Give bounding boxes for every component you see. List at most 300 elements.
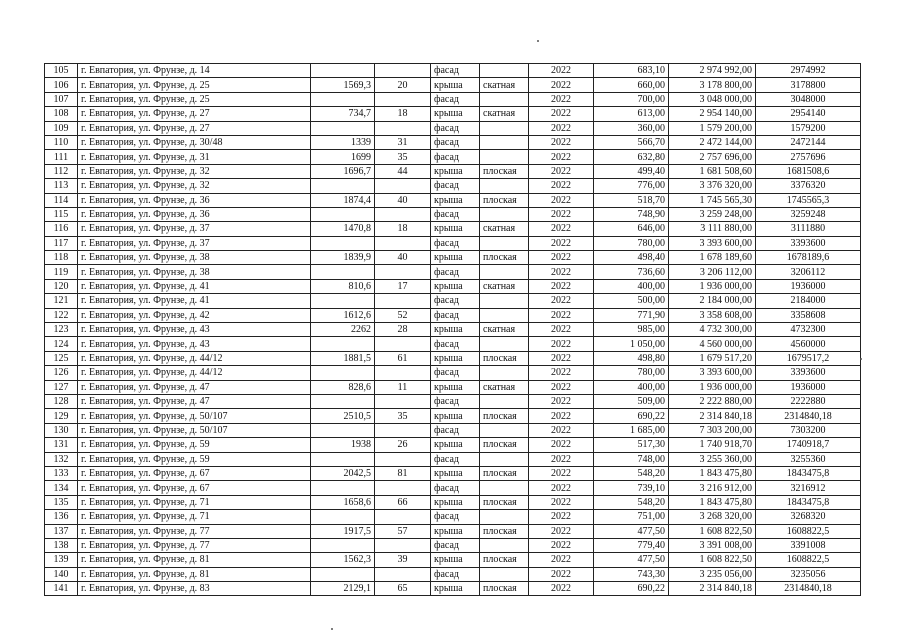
cost-cell: 2 757 696,00 [669,150,756,164]
area-cell [311,236,375,250]
floors-cell: 52 [375,308,431,322]
table-row [45,279,861,293]
roof-type-cell: скатная [480,78,529,92]
unit-price-cell: 751,00 [594,510,669,524]
row-number: 112 [45,164,78,178]
floors-cell: 35 [375,150,431,164]
unit-price-cell: 690,22 [594,409,669,423]
cost-cell: 1 936 000,00 [669,279,756,293]
unit-price-cell: 690,22 [594,582,669,596]
work-kind-cell: крыша [431,351,480,365]
work-kind-cell: крыша [431,323,480,337]
registry-body [45,64,861,596]
roof-type-cell [480,366,529,380]
row-number: 109 [45,121,78,135]
total-cell: 2974992 [756,64,861,78]
work-kind-cell: фасад [431,135,480,149]
address-cell: г. Евпатория, ул. Фрунзе, д. 67 [78,481,311,495]
floors-cell [375,121,431,135]
floors-cell [375,179,431,193]
address-cell: г. Евпатория, ул. Фрунзе, д. 30/48 [78,135,311,149]
row-number: 132 [45,452,78,466]
floors-cell: 28 [375,323,431,337]
total-cell: 2222880 [756,394,861,408]
work-kind-cell: крыша [431,524,480,538]
cost-cell: 3 358 608,00 [669,308,756,322]
year-cell: 2022 [529,409,594,423]
row-number: 130 [45,423,78,437]
row-number: 139 [45,553,78,567]
total-cell: 3393600 [756,366,861,380]
year-cell: 2022 [529,567,594,581]
total-cell: 1679517,2 [756,351,861,365]
scan-speck [860,358,862,360]
address-cell: г. Евпатория, ул. Фрунзе, д. 42 [78,308,311,322]
roof-type-cell [480,64,529,78]
table-row [45,107,861,121]
total-cell: 3206112 [756,265,861,279]
row-number: 108 [45,107,78,121]
address-cell: г. Евпатория, ул. Фрунзе, д. 59 [78,452,311,466]
area-cell: 1612,6 [311,308,375,322]
address-cell: г. Евпатория, ул. Фрунзе, д. 14 [78,64,311,78]
row-number: 114 [45,193,78,207]
roof-type-cell [480,337,529,351]
area-cell [311,538,375,552]
year-cell: 2022 [529,107,594,121]
address-cell: г. Евпатория, ул. Фрунзе, д. 71 [78,510,311,524]
row-number: 110 [45,135,78,149]
work-kind-cell: крыша [431,222,480,236]
cost-cell: 3 206 112,00 [669,265,756,279]
work-kind-cell: фасад [431,452,480,466]
total-cell: 2472144 [756,135,861,149]
unit-price-cell: 739,10 [594,481,669,495]
area-cell: 1874,4 [311,193,375,207]
unit-price-cell: 477,50 [594,553,669,567]
area-cell: 1938 [311,438,375,452]
work-kind-cell: крыша [431,380,480,394]
area-cell: 810,6 [311,279,375,293]
address-cell: г. Евпатория, ул. Фрунзе, д. 32 [78,164,311,178]
total-cell: 3376320 [756,179,861,193]
total-cell: 1745565,3 [756,193,861,207]
unit-price-cell: 632,80 [594,150,669,164]
cost-cell: 1 740 918,70 [669,438,756,452]
row-number: 105 [45,64,78,78]
roof-type-cell [480,308,529,322]
address-cell: г. Евпатория, ул. Фрунзе, д. 50/107 [78,423,311,437]
work-kind-cell: крыша [431,466,480,480]
cost-cell: 3 216 912,00 [669,481,756,495]
cost-cell: 4 732 300,00 [669,323,756,337]
work-kind-cell: крыша [431,409,480,423]
table-row [45,466,861,480]
row-number: 106 [45,78,78,92]
roof-type-cell [480,481,529,495]
table-row [45,207,861,221]
address-cell: г. Евпатория, ул. Фрунзе, д. 81 [78,553,311,567]
unit-price-cell: 683,10 [594,64,669,78]
address-cell: г. Евпатория, ул. Фрунзе, д. 25 [78,92,311,106]
roof-type-cell [480,92,529,106]
year-cell: 2022 [529,121,594,135]
unit-price-cell: 400,00 [594,380,669,394]
address-cell: г. Евпатория, ул. Фрунзе, д. 37 [78,236,311,250]
scan-speck [331,628,333,630]
floors-cell [375,366,431,380]
address-cell: г. Евпатория, ул. Фрунзе, д. 47 [78,394,311,408]
cost-cell: 3 255 360,00 [669,452,756,466]
unit-price-cell: 748,90 [594,207,669,221]
row-number: 136 [45,510,78,524]
address-cell: г. Евпатория, ул. Фрунзе, д. 44/12 [78,366,311,380]
roof-type-cell: плоская [480,495,529,509]
row-number: 133 [45,466,78,480]
year-cell: 2022 [529,294,594,308]
unit-price-cell: 660,00 [594,78,669,92]
area-cell: 1917,5 [311,524,375,538]
cost-cell: 2 314 840,18 [669,409,756,423]
floors-cell [375,92,431,106]
cost-cell: 2 954 140,00 [669,107,756,121]
cost-cell: 1 843 475,80 [669,495,756,509]
cost-cell: 3 376 320,00 [669,179,756,193]
total-cell: 3393600 [756,236,861,250]
year-cell: 2022 [529,222,594,236]
table-row [45,481,861,495]
total-cell: 3235056 [756,567,861,581]
row-number: 119 [45,265,78,279]
total-cell: 2314840,18 [756,582,861,596]
cost-cell: 1 681 508,60 [669,164,756,178]
floors-cell [375,510,431,524]
work-kind-cell: фасад [431,150,480,164]
roof-type-cell: скатная [480,380,529,394]
row-number: 140 [45,567,78,581]
work-kind-cell: фасад [431,92,480,106]
row-number: 122 [45,308,78,322]
unit-price-cell: 518,70 [594,193,669,207]
floors-cell [375,567,431,581]
address-cell: г. Евпатория, ул. Фрунзе, д. 71 [78,495,311,509]
cost-cell: 1 745 565,30 [669,193,756,207]
floors-cell [375,64,431,78]
year-cell: 2022 [529,164,594,178]
year-cell: 2022 [529,193,594,207]
area-cell [311,481,375,495]
row-number: 128 [45,394,78,408]
scan-speck [537,40,539,42]
table-row [45,164,861,178]
unit-price-cell: 477,50 [594,524,669,538]
cost-cell: 3 111 880,00 [669,222,756,236]
cost-cell: 1 678 189,60 [669,251,756,265]
work-kind-cell: крыша [431,164,480,178]
roof-type-cell: скатная [480,107,529,121]
roof-type-cell [480,135,529,149]
address-cell: г. Евпатория, ул. Фрунзе, д. 31 [78,150,311,164]
total-cell: 1608822,5 [756,524,861,538]
row-number: 111 [45,150,78,164]
roof-type-cell [480,294,529,308]
table-row [45,409,861,423]
area-cell: 1562,3 [311,553,375,567]
floors-cell [375,394,431,408]
address-cell: г. Евпатория, ул. Фрунзе, д. 38 [78,251,311,265]
year-cell: 2022 [529,438,594,452]
address-cell: г. Евпатория, ул. Фрунзе, д. 59 [78,438,311,452]
area-cell [311,265,375,279]
cost-cell: 1 608 822,50 [669,553,756,567]
year-cell: 2022 [529,251,594,265]
unit-price-cell: 500,00 [594,294,669,308]
total-cell: 3358608 [756,308,861,322]
floors-cell [375,423,431,437]
floors-cell: 18 [375,107,431,121]
year-cell: 2022 [529,466,594,480]
table-row [45,567,861,581]
unit-price-cell: 1 050,00 [594,337,669,351]
roof-type-cell [480,150,529,164]
work-kind-cell: крыша [431,582,480,596]
floors-cell: 61 [375,351,431,365]
table-row [45,236,861,250]
table-row [45,78,861,92]
row-number: 137 [45,524,78,538]
work-kind-cell: фасад [431,294,480,308]
unit-price-cell: 776,00 [594,179,669,193]
year-cell: 2022 [529,64,594,78]
roof-type-cell [480,265,529,279]
total-cell: 3391008 [756,538,861,552]
area-cell [311,510,375,524]
work-kind-cell: крыша [431,78,480,92]
area-cell: 1569,3 [311,78,375,92]
address-cell: г. Евпатория, ул. Фрунзе, д. 25 [78,78,311,92]
floors-cell: 17 [375,279,431,293]
row-number: 138 [45,538,78,552]
total-cell: 3268320 [756,510,861,524]
floors-cell: 81 [375,466,431,480]
floors-cell: 11 [375,380,431,394]
year-cell: 2022 [529,265,594,279]
year-cell: 2022 [529,582,594,596]
year-cell: 2022 [529,78,594,92]
row-number: 135 [45,495,78,509]
address-cell: г. Евпатория, ул. Фрунзе, д. 41 [78,279,311,293]
area-cell [311,179,375,193]
work-kind-cell: фасад [431,510,480,524]
year-cell: 2022 [529,553,594,567]
work-kind-cell: крыша [431,251,480,265]
roof-type-cell: плоская [480,438,529,452]
floors-cell [375,207,431,221]
floors-cell [375,481,431,495]
total-cell: 4732300 [756,323,861,337]
total-cell: 3259248 [756,207,861,221]
table-row [45,135,861,149]
total-cell: 3048000 [756,92,861,106]
area-cell: 1696,7 [311,164,375,178]
table-row [45,423,861,437]
table-row [45,394,861,408]
table-row [45,222,861,236]
total-cell: 1740918,7 [756,438,861,452]
unit-price-cell: 743,30 [594,567,669,581]
row-number: 118 [45,251,78,265]
total-cell: 1843475,8 [756,466,861,480]
year-cell: 2022 [529,207,594,221]
address-cell: г. Евпатория, ул. Фрунзе, д. 37 [78,222,311,236]
roof-type-cell: плоская [480,251,529,265]
unit-price-cell: 548,20 [594,466,669,480]
roof-type-cell: плоская [480,466,529,480]
table-row [45,308,861,322]
area-cell: 2510,5 [311,409,375,423]
floors-cell [375,452,431,466]
work-kind-cell: фасад [431,481,480,495]
table-row [45,337,861,351]
floors-cell: 66 [375,495,431,509]
roof-type-cell [480,423,529,437]
unit-price-cell: 498,80 [594,351,669,365]
roof-type-cell [480,207,529,221]
area-cell: 2042,5 [311,466,375,480]
work-kind-cell: крыша [431,553,480,567]
floors-cell: 31 [375,135,431,149]
area-cell [311,394,375,408]
address-cell: г. Евпатория, ул. Фрунзе, д. 77 [78,524,311,538]
address-cell: г. Евпатория, ул. Фрунзе, д. 81 [78,567,311,581]
address-cell: г. Евпатория, ул. Фрунзе, д. 41 [78,294,311,308]
row-number: 129 [45,409,78,423]
work-kind-cell: крыша [431,495,480,509]
row-number: 113 [45,179,78,193]
cost-cell: 2 974 992,00 [669,64,756,78]
unit-price-cell: 779,40 [594,538,669,552]
work-kind-cell: крыша [431,279,480,293]
total-cell: 1936000 [756,380,861,394]
table-row [45,265,861,279]
address-cell: г. Евпатория, ул. Фрунзе, д. 27 [78,121,311,135]
area-cell: 1699 [311,150,375,164]
work-kind-cell: фасад [431,236,480,250]
roof-type-cell [480,567,529,581]
row-number: 115 [45,207,78,221]
year-cell: 2022 [529,135,594,149]
row-number: 107 [45,92,78,106]
cost-cell: 3 259 248,00 [669,207,756,221]
unit-price-cell: 1 685,00 [594,423,669,437]
work-kind-cell: крыша [431,107,480,121]
roof-type-cell: скатная [480,323,529,337]
cost-cell: 3 268 320,00 [669,510,756,524]
floors-cell: 40 [375,251,431,265]
year-cell: 2022 [529,423,594,437]
total-cell: 3216912 [756,481,861,495]
total-cell: 1843475,8 [756,495,861,509]
unit-price-cell: 700,00 [594,92,669,106]
year-cell: 2022 [529,179,594,193]
roof-type-cell: скатная [480,222,529,236]
roof-type-cell [480,538,529,552]
area-cell: 1839,9 [311,251,375,265]
cost-cell: 3 393 600,00 [669,366,756,380]
work-kind-cell: крыша [431,193,480,207]
roof-type-cell: плоская [480,164,529,178]
year-cell: 2022 [529,323,594,337]
roof-type-cell [480,236,529,250]
floors-cell: 65 [375,582,431,596]
row-number: 120 [45,279,78,293]
cost-cell: 3 391 008,00 [669,538,756,552]
area-cell: 828,6 [311,380,375,394]
work-kind-cell: фасад [431,538,480,552]
table-row [45,366,861,380]
row-number: 116 [45,222,78,236]
address-cell: г. Евпатория, ул. Фрунзе, д. 38 [78,265,311,279]
row-number: 125 [45,351,78,365]
table-row [45,294,861,308]
floors-cell: 40 [375,193,431,207]
table-row [45,193,861,207]
table-row [45,553,861,567]
area-cell [311,121,375,135]
floors-cell: 26 [375,438,431,452]
year-cell: 2022 [529,394,594,408]
row-number: 126 [45,366,78,380]
area-cell: 1470,8 [311,222,375,236]
year-cell: 2022 [529,337,594,351]
table-row [45,64,861,78]
total-cell: 1608822,5 [756,553,861,567]
row-number: 117 [45,236,78,250]
table-row [45,150,861,164]
address-cell: г. Евпатория, ул. Фрунзе, д. 43 [78,323,311,337]
unit-price-cell: 736,60 [594,265,669,279]
cost-cell: 2 184 000,00 [669,294,756,308]
table-row [45,121,861,135]
work-kind-cell: фасад [431,308,480,322]
table-row [45,380,861,394]
roof-type-cell: скатная [480,279,529,293]
floors-cell: 18 [375,222,431,236]
area-cell: 2262 [311,323,375,337]
cost-cell: 4 560 000,00 [669,337,756,351]
table-row [45,582,861,596]
cost-cell: 2 222 880,00 [669,394,756,408]
total-cell: 1936000 [756,279,861,293]
year-cell: 2022 [529,524,594,538]
total-cell: 3111880 [756,222,861,236]
address-cell: г. Евпатория, ул. Фрунзе, д. 27 [78,107,311,121]
cost-cell: 3 178 800,00 [669,78,756,92]
area-cell [311,366,375,380]
unit-price-cell: 646,00 [594,222,669,236]
table-row [45,538,861,552]
floors-cell [375,294,431,308]
roof-type-cell: плоская [480,524,529,538]
roof-type-cell [480,510,529,524]
roof-type-cell: плоская [480,553,529,567]
unit-price-cell: 748,00 [594,452,669,466]
unit-price-cell: 771,90 [594,308,669,322]
area-cell [311,207,375,221]
row-number: 124 [45,337,78,351]
work-kind-cell: фасад [431,366,480,380]
repair-registry-table [44,63,861,596]
